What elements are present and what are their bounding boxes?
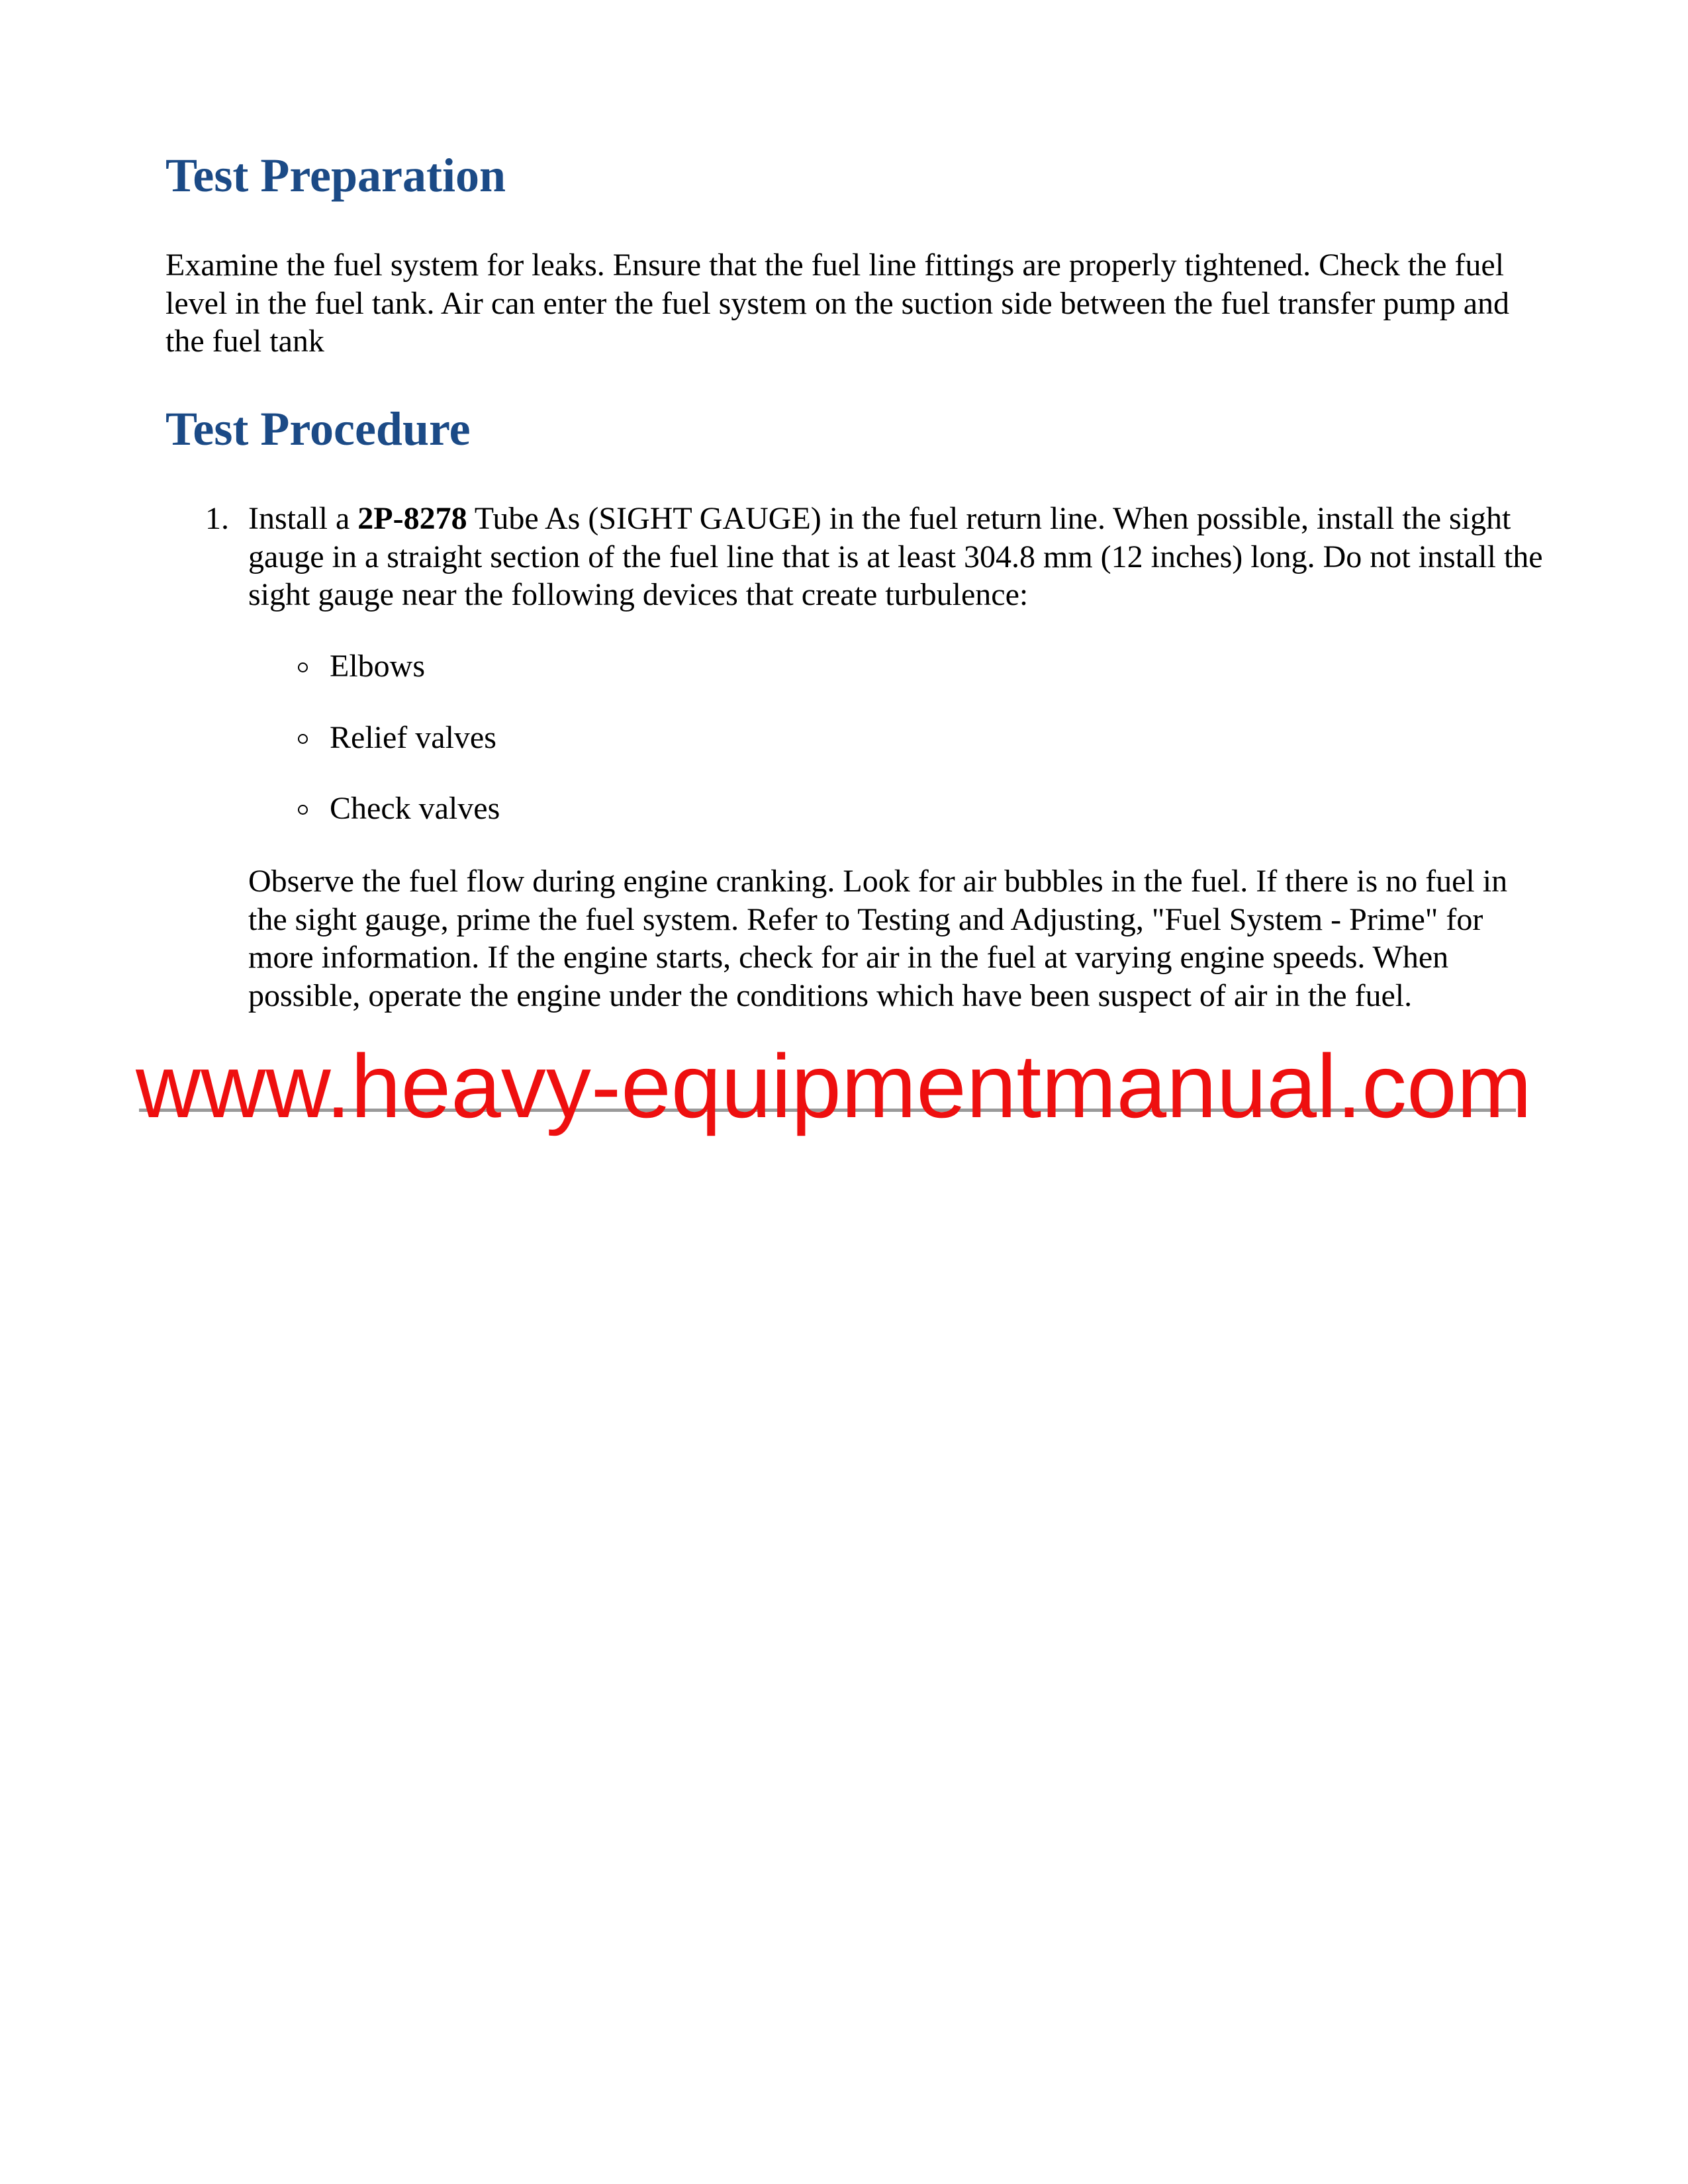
list-item <box>298 790 500 828</box>
step-1-number: 1. <box>205 501 229 536</box>
list-item-label: Elbows <box>330 649 425 684</box>
test-procedure-heading: Test Procedure <box>165 402 471 455</box>
bullet-circle-icon <box>298 734 308 744</box>
observe-paragraph: Observe the fuel flow during engine cranking. Look for air bubbles in the fuel. If there is no fuel in the sight gauge, prime the fuel system. Refer to Testing and Adjusting, "Fuel System - Prime" for more information. If the engine starts, check for air in the fuel at varying engine speeds. When possible, operate the engine under the conditions which have been suspect of air in the fuel. <box>248 864 1508 1013</box>
step-1-text-before: Install a <box>248 501 358 536</box>
list-item-label: Relief valves <box>330 720 496 755</box>
bullet-circle-icon <box>298 805 308 815</box>
list-item-label: Check valves <box>330 791 500 826</box>
part-number: 2P-8278 <box>357 501 467 536</box>
bullet-circle-icon <box>298 662 308 672</box>
watermark-url: www.heavy-equipmentmanual.com <box>136 1036 1532 1136</box>
test-preparation-paragraph: Examine the fuel system for leaks. Ensure that the fuel line fittings are properly tightened. Check the fuel level in the fuel tank. Air can enter the fuel system on the suction side between the fuel transfer pump and the fuel tank <box>165 248 1510 359</box>
list-item <box>298 719 496 757</box>
step-1-text <box>248 500 1546 614</box>
list-item <box>298 647 425 686</box>
step-1-text-after: Tube As (SIGHT GAUGE) in the fuel return line. When possible, install the sight gauge in a straight section of the fuel line that is at least 304.8 mm (12 inches) long. Do not install the sight gauge near the following devices that create turbulence: <box>248 501 1543 612</box>
test-preparation-heading: Test Preparation <box>165 149 506 202</box>
